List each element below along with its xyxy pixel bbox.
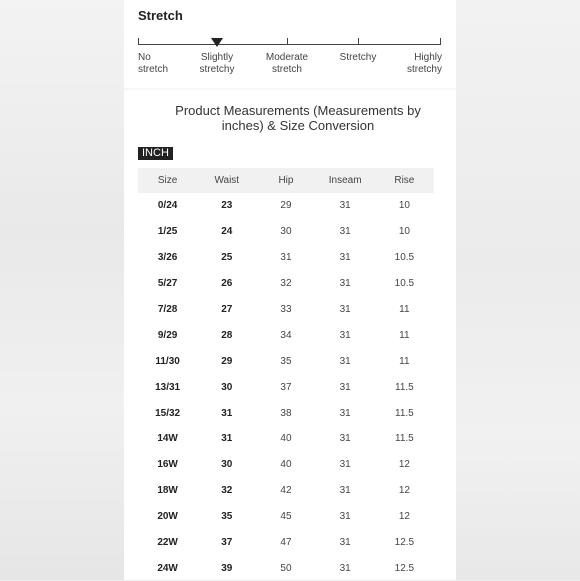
background-right	[456, 0, 580, 580]
table-cell-rise: 10.5	[394, 278, 415, 290]
table-cell-waist: 30	[221, 459, 233, 471]
table-cell-inseam: 31	[339, 562, 351, 574]
table-cell-rise: 11	[399, 304, 410, 315]
table-cell-hip: 35	[280, 355, 292, 367]
table-cell-inseam: 31	[339, 537, 351, 549]
table-cell-inseam: 31	[339, 407, 351, 419]
table-cell-inseam: 31	[339, 485, 351, 497]
table-cell-hip: 34	[280, 329, 292, 341]
table-cell-waist: 25	[221, 252, 233, 264]
table-row	[138, 452, 434, 478]
table-cell-hip: 40	[280, 459, 292, 471]
table-cell-rise: 10	[398, 200, 410, 212]
table-cell-waist: 27	[221, 304, 233, 315]
stretch-label-none: No stretch	[138, 52, 169, 75]
table-cell-rise: 11.5	[395, 433, 414, 445]
table-cell-hip: 47	[280, 537, 292, 549]
stretch-label-stretchy: Stretchy	[339, 52, 377, 63]
table-cell-size: 14W	[157, 433, 178, 445]
stretch-tick	[287, 38, 288, 45]
table-cell-size: 7/28	[157, 304, 178, 315]
table-cell-waist: 32	[221, 485, 233, 497]
table-cell-rise: 11	[399, 329, 410, 341]
table-cell-size: 15/32	[155, 407, 181, 419]
table-cell-inseam: 31	[339, 381, 351, 393]
table-cell-waist: 39	[221, 562, 233, 574]
table-cell-size: 18W	[157, 485, 178, 497]
table-cell-hip: 32	[280, 278, 292, 290]
table-row	[138, 426, 434, 452]
table-cell-size: 5/27	[157, 278, 178, 290]
table-cell-rise: 11.5	[395, 381, 414, 393]
column-header-rise: Rise	[375, 168, 434, 193]
stretch-tick	[138, 38, 139, 45]
table-cell-waist: 35	[221, 511, 233, 523]
table-cell-waist: 37	[221, 537, 233, 549]
column-header-hip: Hip	[256, 168, 315, 193]
table-cell-waist: 31	[221, 433, 233, 445]
table-cell-size: 22W	[157, 537, 178, 549]
table-cell-waist: 29	[221, 355, 233, 367]
table-cell-inseam: 31	[339, 304, 351, 315]
table-cell-size: 20W	[157, 511, 178, 523]
table-cell-rise: 10.5	[394, 252, 415, 264]
table-cell-hip: 33	[280, 304, 292, 315]
stretch-section	[124, 0, 456, 88]
table-cell-size: 13/31	[155, 381, 181, 393]
stretch-tick	[358, 38, 359, 45]
table-row	[138, 504, 434, 530]
table-cell-inseam: 31	[339, 355, 351, 367]
table-cell-waist: 31	[221, 407, 233, 419]
table-cell-inseam: 31	[339, 278, 351, 290]
table-cell-inseam: 31	[339, 433, 351, 445]
table-cell-size: 1/25	[157, 226, 178, 238]
column-header-size: Size	[138, 168, 197, 193]
table-cell-hip: 37	[280, 381, 292, 393]
table-cell-hip: 30	[280, 226, 292, 238]
table-row	[138, 530, 434, 556]
table-cell-waist: 24	[221, 226, 233, 238]
table-cell-size: 3/26	[157, 252, 178, 264]
table-cell-inseam: 31	[339, 226, 351, 238]
size-guide-panel	[124, 0, 456, 580]
table-cell-hip: 31	[280, 252, 292, 264]
column-header-waist: Waist	[197, 168, 256, 193]
unit-badge: INCH	[138, 147, 173, 160]
table-cell-rise: 12	[398, 485, 410, 497]
table-row	[138, 322, 434, 348]
table-row	[138, 245, 434, 271]
table-cell-hip: 50	[280, 562, 292, 574]
table-cell-rise: 12	[398, 459, 410, 471]
table-cell-rise: 12.5	[394, 537, 415, 549]
table-cell-size: 0/24	[157, 200, 178, 212]
table-row	[138, 400, 434, 426]
table-row	[138, 478, 434, 504]
measurement-card	[124, 90, 456, 580]
table-cell-hip: 40	[280, 433, 292, 445]
table-cell-waist: 23	[221, 200, 233, 212]
table-cell-inseam: 31	[339, 459, 351, 471]
table-row	[138, 219, 434, 245]
table-row	[138, 193, 434, 219]
background-left	[0, 0, 124, 580]
stretch-tick	[440, 38, 441, 45]
table-cell-inseam: 31	[339, 252, 351, 264]
table-cell-rise: 12	[398, 511, 410, 523]
table-cell-rise: 11	[399, 355, 410, 367]
stretch-label-moderate: Moderate stretch	[265, 52, 309, 75]
table-row	[138, 297, 434, 323]
stretch-scale-line	[138, 44, 441, 45]
table-title: Product Measurements (Measurements by inches) & Size Conversion	[175, 103, 421, 133]
stretch-title: Stretch	[138, 8, 183, 23]
table-cell-size: 24W	[157, 562, 178, 574]
table-row	[138, 348, 434, 374]
table-cell-rise: 10	[398, 226, 410, 238]
table-cell-waist: 30	[221, 381, 233, 393]
table-cell-rise: 12.5	[394, 562, 415, 574]
table-cell-hip: 45	[280, 511, 292, 523]
size-table	[138, 168, 434, 581]
table-cell-inseam: 31	[339, 511, 351, 523]
table-row	[138, 555, 434, 581]
stretch-label-slight: Slightly stretchy	[199, 52, 235, 75]
table-cell-size: 9/29	[157, 329, 178, 341]
table-cell-inseam: 31	[339, 329, 351, 341]
stretch-label-high: Highly stretchy	[406, 52, 442, 75]
table-cell-inseam: 31	[339, 200, 351, 212]
table-row	[138, 374, 434, 400]
table-cell-size: 16W	[157, 459, 178, 471]
table-cell-hip: 38	[280, 407, 292, 419]
table-cell-hip: 42	[280, 485, 292, 497]
table-cell-hip: 29	[280, 200, 292, 212]
table-cell-waist: 26	[221, 278, 233, 290]
table-cell-waist: 28	[221, 329, 233, 341]
stretch-pointer-icon	[211, 38, 223, 47]
table-row	[138, 271, 434, 297]
table-cell-size: 11/30	[155, 355, 180, 367]
column-header-inseam: Inseam	[316, 168, 375, 193]
table-header-row	[138, 168, 434, 193]
table-cell-rise: 11.5	[395, 407, 414, 419]
